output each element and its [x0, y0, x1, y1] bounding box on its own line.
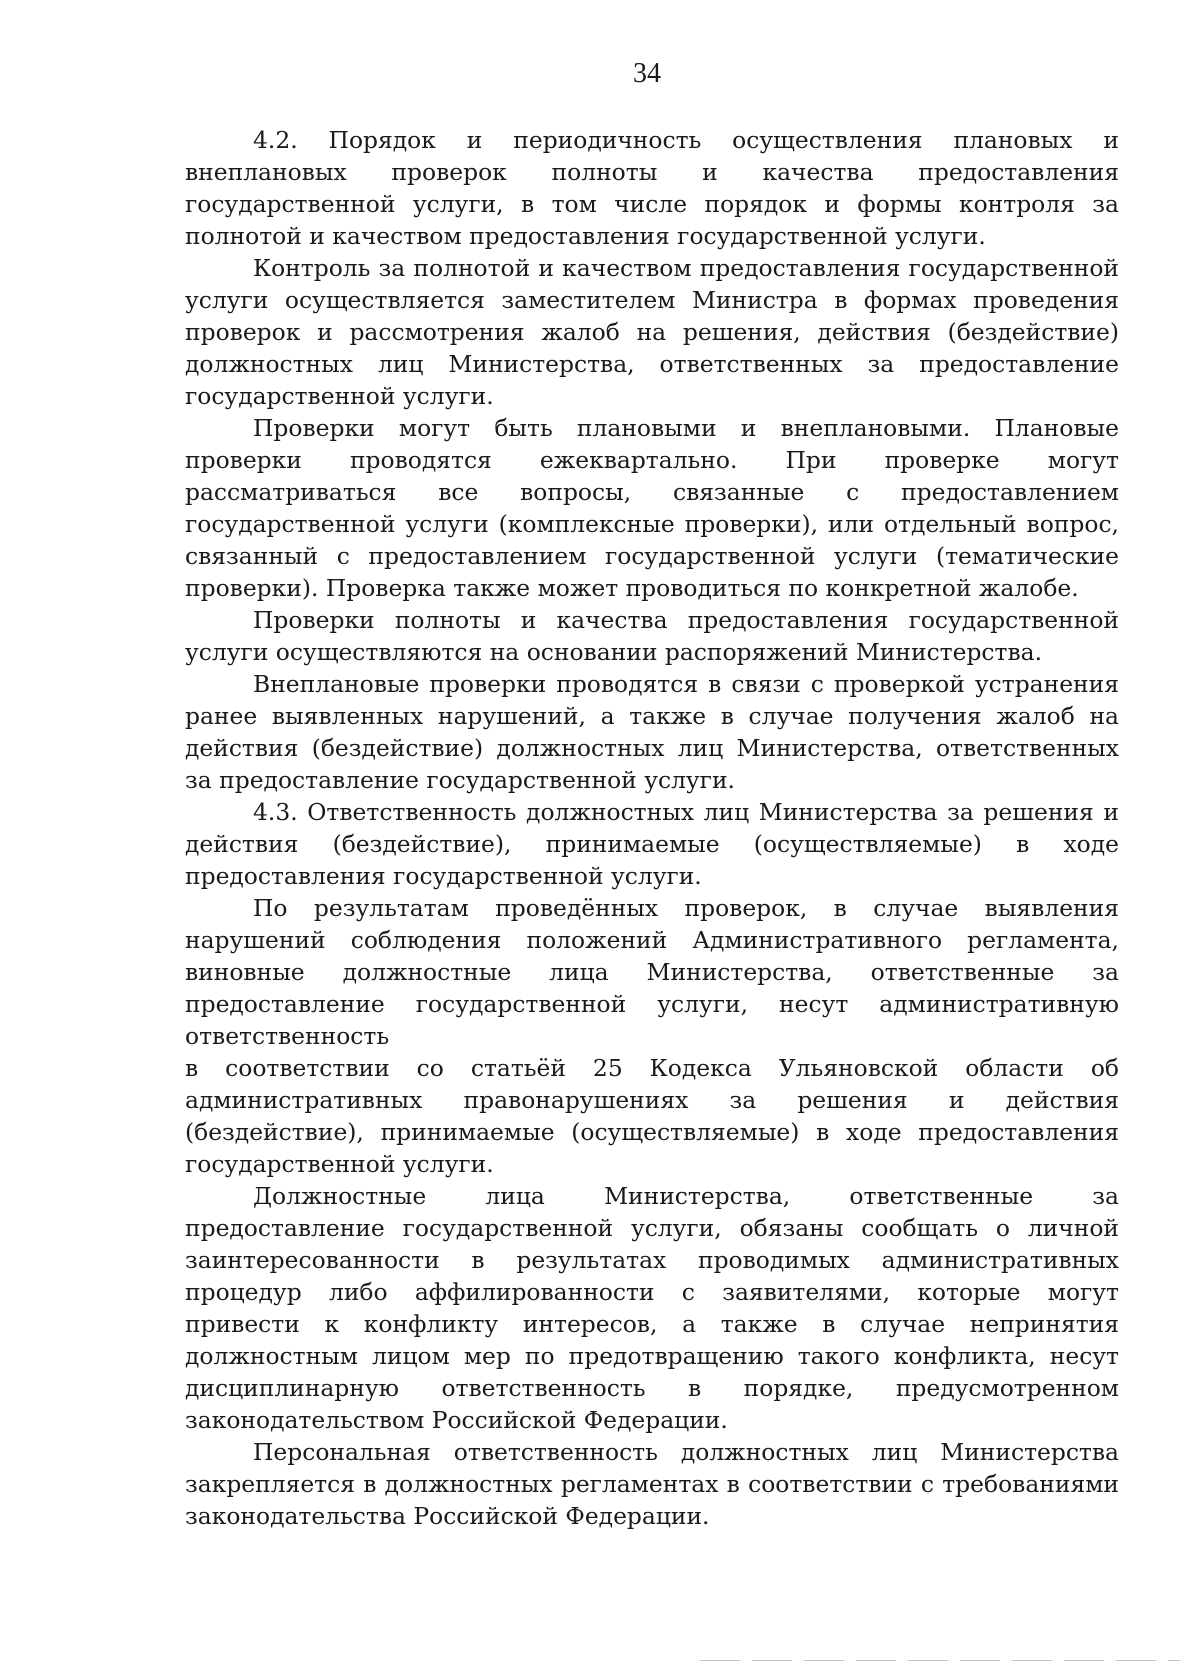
paragraph: Проверки могут быть плановыми и внеплановыми. Плановые проверки проводятся ежеквартально. При проверке могут рассматриваться все вопросы, связанные с предоставлением государственной услуги (комплексные проверки), или отдельный вопрос, связанный с предоставлением государственной услуги (тематические проверки). Проверка также может проводиться по конкретной жалобе.	[185, 414, 1119, 602]
paragraph: Проверки полноты и качества предоставления государственной услуги осуществляются на основании распоряжений Министерства.	[185, 606, 1119, 666]
paragraph: По результатам проведённых проверок, в случае выявления нарушений соблюдения положений Административного регламента, виновные должностные лица Министерства, ответственные за предоставление государственной услуги, несут административную ответственность	[185, 894, 1119, 1050]
section-heading-4-3: 4.3. Ответственность должностных лиц Министерства за решения и действия (бездействие), принимаемые (осуществляемые) в ходе предоставления государственной услуги.	[185, 798, 1119, 890]
page-number: 34	[633, 58, 661, 89]
paragraph-continuation: в соответствии со статьёй 25 Кодекса Ульяновской области об административных правонарушениях за решения и действия (бездействие), принимаемые (осуществляемые) в ходе предоставления государственной услуги.	[185, 1054, 1119, 1178]
section-heading-4-2: 4.2. Порядок и периодичность осуществления плановых и внеплановых проверок полноты и качества предоставления государственной услуги, в том числе порядок и формы контроля за полнотой и качеством предоставления государственной услуги.	[185, 126, 1119, 250]
paragraph: Внеплановые проверки проводятся в связи с проверкой устранения ранее выявленных нарушений, а также в случае получения жалоб на действия (бездействие) должностных лиц Министерства, ответственных за предоставление государственной услуги.	[185, 670, 1119, 794]
scan-artifact-line	[700, 1660, 1180, 1661]
paragraph: Персональная ответственность должностных лиц Министерства закрепляется в должностных регламентах в соответствии с требованиями законодательства Российской Федерации.	[185, 1438, 1119, 1530]
paragraph: Контроль за полнотой и качеством предоставления государственной услуги осуществляется заместителем Министра в формах проведения проверок и рассмотрения жалоб на решения, действия (бездействие) должностных лиц Министерства, ответственных за предоставление государственной услуги.	[185, 254, 1119, 410]
paragraph: Должностные лица Министерства, ответственные за предоставление государственной услуги, обязаны сообщать о личной заинтересованности в результатах проводимых административных процедур либо аффилированности с заявителями, которые могут привести к конфликту интересов, а также в случае непринятия должностным лицом мер по предотвращению такого конфликта, несут дисциплинарную ответственность в порядке, предусмотренном законодательством Российской Федерации.	[185, 1182, 1119, 1434]
document-body	[185, 124, 1119, 1532]
